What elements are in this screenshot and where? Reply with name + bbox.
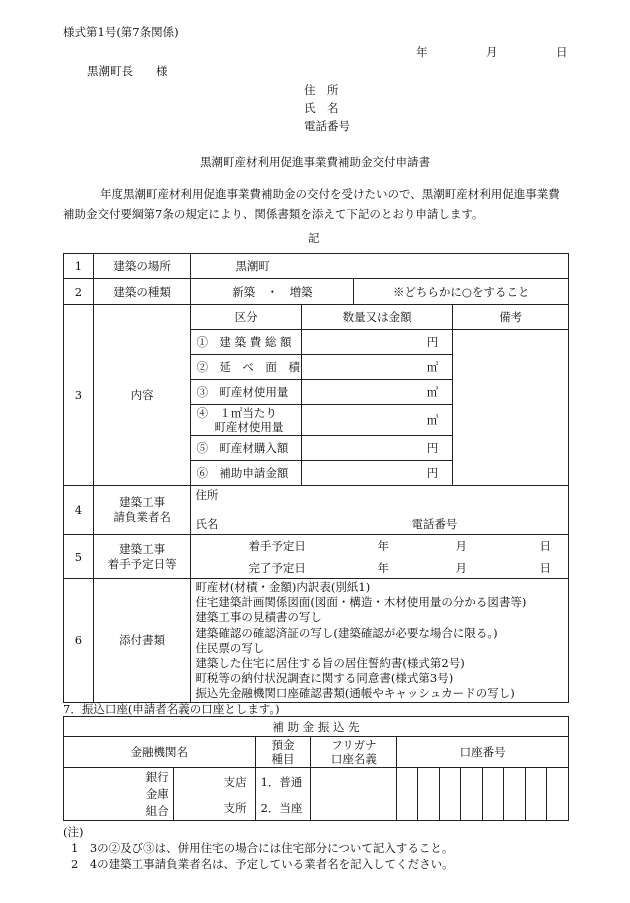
account-digit[interactable] [546,768,568,821]
deposit-ordinary: 1．普通 [260,775,303,789]
account-number-header: 口座番号 [397,737,569,768]
attachments-list [191,579,569,703]
branch-label: 支店 [223,775,247,789]
ki-label: 記 [308,231,320,245]
date-month: 月 [486,45,498,59]
item-unit[interactable]: ㎡ [301,354,452,379]
note-item: 2 4の建築工事請負業者名は、予定している業者名を記入してください。 [71,857,454,871]
form-number: 様式第1号(第7条関係) [63,25,179,39]
row-location [64,254,569,279]
account-digit[interactable] [397,768,418,821]
row-number: 3 [64,305,94,486]
bank-header: 補 助 金 振 込 先 [64,717,569,737]
end-year: 年 [377,561,389,575]
item-unit[interactable]: ㎥ [301,379,452,404]
label-line-2: 着手予定日等 [107,556,177,571]
attachment-item: 振込先金融機関口座確認書類(通帳やキャッシュカードの写し) [195,686,515,701]
bank-type-kumiai: 組合 [145,804,169,818]
account-digit[interactable] [418,768,440,821]
label-line-1: 建築工事 [119,541,166,556]
row-number: 5 [64,535,94,579]
contractor-address-label: 住所 [195,488,219,502]
row-number: 6 [64,579,94,703]
kana-header [311,737,397,768]
row-label [93,535,191,579]
row-attachments [64,579,569,703]
deposit-header-line-1: 預金 [271,738,295,752]
schedule-cell[interactable] [191,535,569,579]
deposit-type-header [255,737,311,768]
attachment-item: 住宅建築計画関係図面(図面・構造・木材使用量の分かる図書等) [195,595,527,610]
attachment-item: 建築工事の見積書の写し [195,610,322,625]
item-unit[interactable]: 円 [301,460,452,485]
name-label: 氏 名 [304,101,339,115]
end-date-label: 完了予定日 [248,561,306,575]
row-label: 内容 [93,305,191,486]
body-line-1: 年度黒潮町産材利用促進事業費補助金の交付を受けたいので、黒潮町産材利用促進事業費 [100,187,560,201]
item-unit[interactable]: 円 [301,435,452,460]
start-date-label: 着手予定日 [248,539,306,553]
location-value[interactable]: 黒潮町 [191,254,569,279]
item-name: ③ 町産材使用量 [191,379,301,404]
item-name: ⑤ 町産材購入額 [191,435,301,460]
start-month: 月 [455,539,467,553]
bank-type-shinkin: 金庫 [145,787,169,801]
attachment-item: 町税等の納付状況調査に関する同意書(様式第3号) [195,671,454,686]
end-day: 日 [539,561,551,575]
bank-section-title: 7．振込口座(申請者名義の口座とします。) [63,702,280,716]
end-month: 月 [455,561,467,575]
row-label: 建築の種類 [93,279,191,305]
address-label: 住 所 [304,83,339,97]
row-number: 2 [64,279,94,305]
remarks-header: 備考 [453,305,568,329]
item-name: ⑥ 補助申請金額 [191,460,301,485]
body-line-2: 補助金交付要綱第7条の規定により、関係書類を添えて下記のとおり申請します。 [63,207,484,221]
row-schedule [64,535,569,579]
account-digit[interactable] [504,768,526,821]
contractor-cell[interactable] [191,486,569,535]
row-label: 添付書類 [93,579,191,703]
bank-type-bank: 銀行 [145,770,169,784]
deposit-type-cell[interactable] [255,768,311,821]
phone-label: 電話番号 [304,119,350,133]
account-holder-cell[interactable] [311,768,397,821]
item-unit[interactable]: ㎥ [301,404,452,435]
kana-header-line-2: 口座名義 [330,752,377,766]
attachment-item: 建築した住宅に居住する旨の居住誓約書(様式第2号) [195,656,465,671]
bank-name-header: 金融機関名 [64,737,256,768]
branch-office-label: 支所 [223,801,247,815]
account-digit[interactable] [483,768,504,821]
item-name-line-1: ④ １㎡当たり [196,405,277,420]
row-contents [64,305,569,486]
addressee: 黒潮町長 様 [87,64,168,78]
start-day: 日 [539,539,551,553]
category-header: 区分 [191,305,301,329]
application-table [63,253,569,703]
account-digit[interactable] [461,768,483,821]
date-day: 日 [556,45,568,59]
deposit-header-line-2: 種目 [271,752,295,766]
bank-table [63,716,569,821]
row-label: 建築の場所 [93,254,191,279]
account-digit[interactable] [440,768,461,821]
row-contractor [64,486,569,535]
label-line-1: 建築工事 [119,495,166,509]
item-name: ① 建 築 費 総 額 [191,329,301,354]
build-type-value[interactable]: 新築 ・ 増築 [191,279,354,304]
item-name-line-2: 町産材使用量 [214,419,284,434]
attachment-item: 建築確認の確認済証の写し(建築確認が必要な場合に限る。) [195,625,498,640]
row-build-type [64,279,569,305]
label-line-2: 請負業者名 [113,510,171,524]
account-digit[interactable] [526,768,547,821]
row-label [93,486,191,535]
note-item: 1 3の②及び③は、併用住宅の場合には住宅部分について記入すること。 [71,841,454,855]
row-number: 1 [64,254,94,279]
item-unit[interactable]: 円 [301,329,452,354]
start-year: 年 [377,539,389,553]
item-name-multiline [191,404,301,435]
bank-name-cell[interactable] [64,768,174,821]
contents-subtable [191,305,568,485]
branch-cell[interactable] [173,768,255,821]
build-type-note: ※どちらかに○をすること [392,284,530,299]
deposit-current: 2．当座 [260,801,303,815]
contractor-name-label: 氏名 [195,517,219,531]
notes-title: (注) [63,825,84,839]
amount-header: 数量又は金額 [301,305,452,329]
row-number: 4 [64,486,94,535]
attachment-item: 住民票の写し [195,640,265,655]
contractor-phone-label: 電話番号 [411,517,458,531]
remarks-cell[interactable] [453,329,568,485]
item-name: ② 延 べ 面 積 [191,354,301,379]
attachment-item: 町産材(材積・金額)内訳表(別紙1) [195,580,371,594]
document-title: 黒潮町産材利用促進事業費補助金交付申請書 [200,155,430,169]
kana-header-line-1: フリガナ [331,738,377,752]
date-year: 年 [416,45,428,59]
